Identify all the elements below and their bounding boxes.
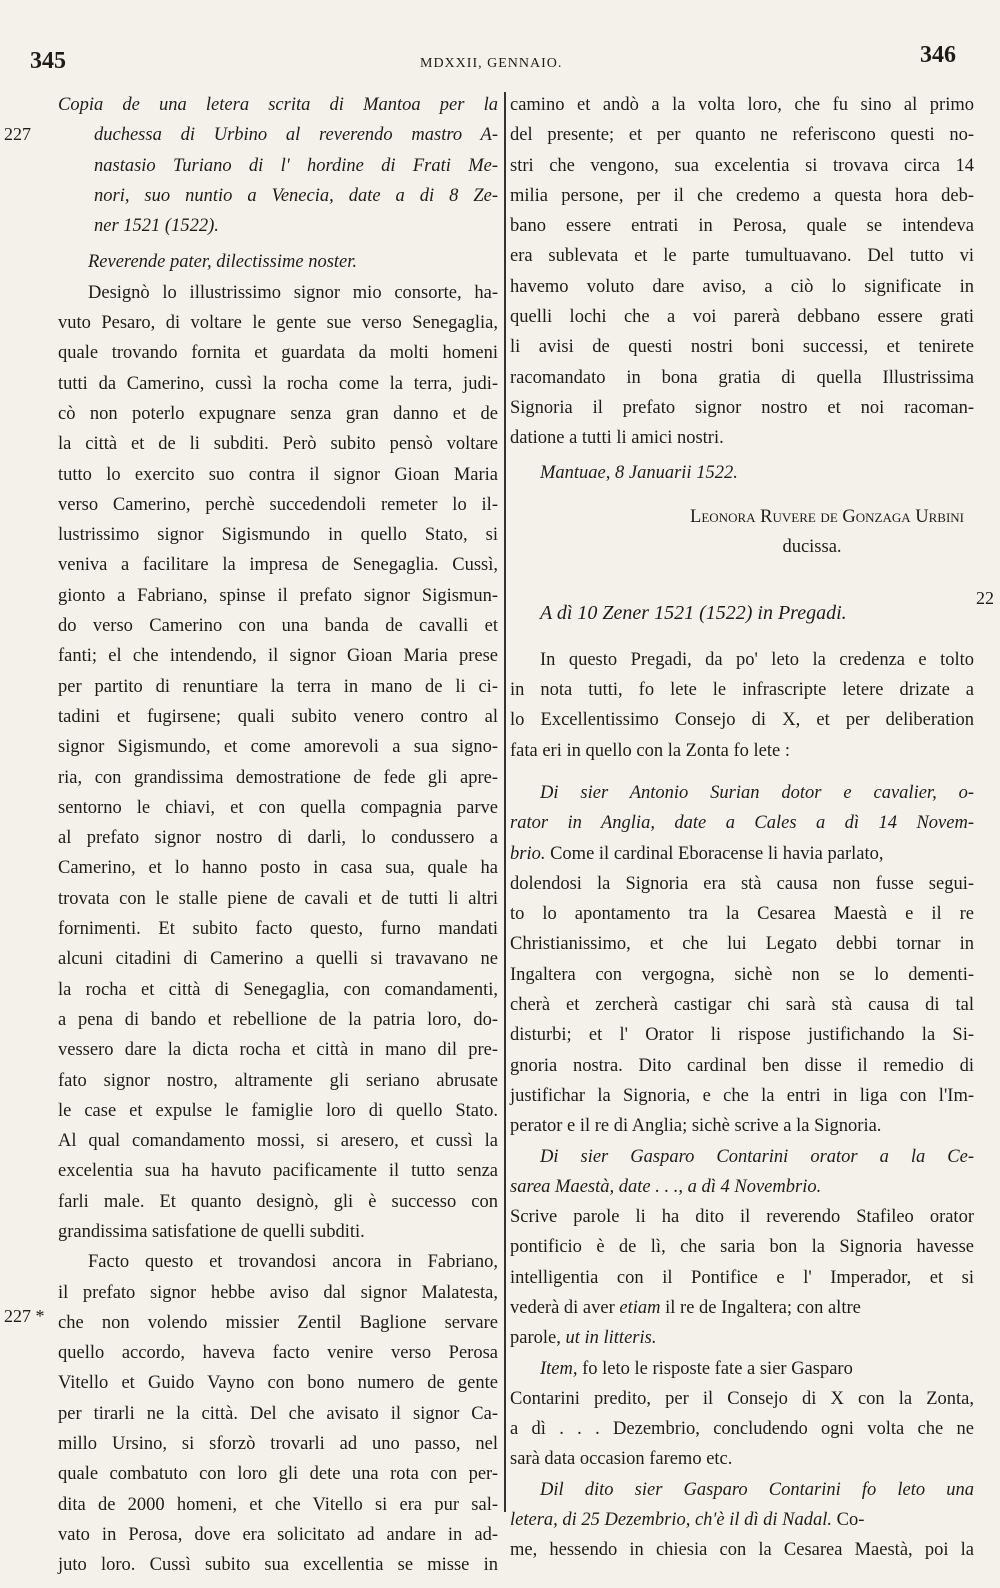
- text-line: tutti da Camerino, cussì la rocha come la terra, judi-: [58, 373, 498, 394]
- text-line: alcuni citadini di Camerino a quelli si travavano ne: [58, 949, 498, 970]
- margin-number-right: 22: [976, 588, 994, 608]
- text-line: Designò lo illustrissimo signor mio consorte, ha-: [88, 282, 498, 303]
- text-line: milia persone, per il che credemo a questa hora deb-: [510, 185, 974, 206]
- text-line: rator in Anglia, date a Cales a dì 14 Novem-: [510, 813, 974, 834]
- text-line: racomandato in bona gratia di quella Illustrissima: [510, 367, 974, 388]
- text-line: fornimenti. Et subito facto questo, furno mandati: [58, 919, 498, 940]
- text-line: justifichar la Signoria, e che la entri in liga con l'Im-: [510, 1085, 974, 1106]
- left-paragraph-1: [58, 278, 498, 1248]
- text-line: dita de 2000 homeni, et che Vitello si era pur sal-: [58, 1494, 498, 1515]
- text-line: disturbi; et l' Orator li rispose justifichando la Si-: [510, 1025, 974, 1046]
- text-line: quello accordo, haveva facto venire verso Perosa: [58, 1343, 498, 1364]
- text-run: Item,: [540, 1358, 578, 1379]
- text-run: parole,: [510, 1328, 566, 1349]
- text-line: gionto a Fabriano, spinse il prefato signor Sigismun-: [58, 585, 498, 606]
- salutation: Reverende pater, dilectissime noster.: [88, 252, 358, 273]
- text-line: Ingaltera con vergogna, sichè non se lo dementi-: [510, 964, 974, 985]
- page-header: [0, 0, 1000, 80]
- title-line: nori, suo nuntio a Venecia, date a di 8 Ze-: [94, 185, 498, 206]
- text-run: ut in litteris.: [565, 1328, 657, 1349]
- title-line: ner 1521 (1522).: [94, 216, 219, 237]
- text-line: [510, 1354, 974, 1384]
- text-line: farli male. Et quanto designò, gli è successo con: [58, 1191, 498, 1212]
- text-line: me, hessendo in chiesia con la Cesarea Maestà, poi la: [510, 1540, 974, 1561]
- text-line: pontificio è de lì, che saria bon la Signoria havesse: [510, 1237, 974, 1258]
- column-divider: [504, 92, 506, 1512]
- text-line: il prefato signor hebbe aviso dal signor Malatesta,: [58, 1282, 498, 1303]
- text-line: dolendosi la Signoria era stà causa non fusse segui-: [510, 873, 974, 894]
- text-line: ria, con grandissima demostratione de fede gli apre-: [58, 767, 498, 788]
- letter-date: Mantuae, 8 Januarii 1522.: [540, 462, 738, 483]
- text-line: vessero dare la dicta rocha et città in mano dil pre-: [58, 1040, 498, 1061]
- title-line: duchessa di Urbino al reverendo mastro A-: [94, 125, 498, 146]
- text-line: to lo apontamento tra la Cesarea Maestà e il re: [510, 904, 974, 925]
- text-line: grandissima satisfatione de quelli subditi.: [58, 1221, 365, 1242]
- text-line: vuto Pesaro, di voltare le gente sue verso Senegaglia,: [58, 313, 498, 334]
- text-line: la città et de li subditi. Però subito pensò voltare: [58, 434, 498, 455]
- text-line: era sublevata et le parte tumultuavano. Del tutto vi: [510, 246, 974, 267]
- right-paragraph-2: [510, 645, 974, 766]
- text-line: Camerino, et lo hanno posto in casa sua, quale ha: [58, 858, 498, 879]
- text-run: brio.: [510, 843, 546, 864]
- section-heading: A dì 10 Zener 1521 (1522) in Pregadi.: [540, 602, 847, 625]
- text-line: Di sier Antonio Surian dotor e cavalier, o-: [540, 782, 974, 803]
- text-line: excelentia sua ha havuto pacificamente il tutto senza: [58, 1161, 498, 1182]
- signature-title: ducissa.: [782, 537, 842, 558]
- text-line: Al qual comandamento mossi, si aresero, et cussì la: [58, 1131, 498, 1152]
- text-line: camino et andò a la volta loro, che fu sino al primo: [510, 95, 974, 115]
- text-run: etiam: [619, 1297, 661, 1318]
- text-line: tutto lo exercito suo contra il signor Gioan Maria: [58, 464, 498, 485]
- text-line: Dil dito sier Gasparo Contarini fo leto una: [540, 1479, 974, 1500]
- text-line: [510, 839, 974, 869]
- signature-name: Leonora Ruvere de Gonzaga Urbini: [690, 506, 964, 527]
- text-line: verso Camerino, perchè succedendoli remeter lo il-: [58, 494, 498, 515]
- left-column: [58, 90, 498, 1581]
- text-line: Vitello et Guido Vayno con bono numero de gente: [58, 1373, 498, 1394]
- text-line: cò non poterlo expugnare senza gran danno et de: [58, 403, 498, 424]
- margin-number-227: 227: [4, 124, 31, 144]
- text-line: signor Sigismundo, et come amorevoli a sua signo-: [58, 737, 498, 758]
- page-number-right: 346: [920, 42, 956, 68]
- text-line: do verso Camerino con una banda de cavalli et: [58, 616, 498, 637]
- running-head: MDXXII, GENNAIO.: [420, 56, 563, 71]
- text-run: Co-: [832, 1510, 865, 1531]
- text-line: Christianissimo, et che lui Legato debbi tornar in: [510, 934, 974, 955]
- margin-number-227-star: 227 *: [4, 1306, 45, 1326]
- right-paragraph-1: [510, 90, 974, 454]
- text-line: lustrissimo signor Sigismundo in quello Stato, si: [58, 525, 498, 546]
- text-line: le case et expulse le famiglie loro di quello Stato.: [58, 1100, 498, 1121]
- text-line: stri che vengono, sua excelentia si trovava circa 14: [510, 155, 974, 176]
- text-line: gnoria nostra. Dito cardinal ben disse il remedio di: [510, 1055, 974, 1076]
- text-line: [510, 1505, 974, 1535]
- text-line: in nota tutti, fo lete le infrascripte letere drizate a: [510, 680, 974, 701]
- text-line: fanti; el che intendendo, il signor Gioan Maria prese: [58, 646, 498, 667]
- left-paragraph-2: [58, 1247, 498, 1580]
- text-line: vato in Perosa, dove era solicitato ad andare in ad-: [58, 1524, 498, 1545]
- text-line: millo Ursino, si sforzò trovarli ad uno passo, nel: [58, 1434, 498, 1455]
- text-line: havemo voluto dare aviso, a ciò lo significate in: [510, 276, 974, 297]
- text-line: a dì . . . Dezembrio, concludendo ogni volta che ne: [510, 1419, 974, 1440]
- text-line: trovata con le stalle piene de cavali et de tutti li altri: [58, 888, 498, 909]
- title-line: nastasio Turiano di l' hordine di Frati Me-: [94, 155, 498, 176]
- text-line: fata eri in quello con la Zonta fo lete :: [510, 740, 790, 761]
- text-line: al prefato signor nostro di darli, lo condussero a: [58, 828, 498, 849]
- right-paragraph-4: [510, 1142, 974, 1354]
- right-paragraph-6: [510, 1475, 974, 1566]
- text-line: In questo Pregadi, da po' leto la credenza e tolto: [540, 649, 974, 670]
- text-line: Di sier Gasparo Contarini orator a la Ce-: [540, 1146, 974, 1167]
- text-line: che non volendo missier Zentil Baglione servare: [58, 1312, 498, 1333]
- text-line: quelli lochi che a voi parerà debbano essere grati: [510, 307, 974, 328]
- text-run: letera, di 25 Dezembrio, ch'è il dì di Nadal.: [510, 1510, 833, 1531]
- text-line: Facto questo et trovandosi ancora in Fabriano,: [88, 1252, 498, 1273]
- text-line: tadini et fugirsene; quali subito venero contro al: [58, 706, 498, 727]
- text-line: perator e il re di Anglia; sichè scrive a la Signoria.: [510, 1116, 882, 1137]
- text-line: a pena di bando et rebellione de la patria loro, do-: [58, 1009, 498, 1030]
- text-line: fato signor nostro, altramente gli seriano abrusate: [58, 1070, 498, 1091]
- right-paragraph-3: [510, 778, 974, 1142]
- text-run: vederà di aver: [510, 1297, 620, 1318]
- text-line: veniva a facilitare la impresa de Senegaglia. Cussì,: [58, 555, 498, 576]
- text-line: datione a tutti li amici nostri.: [510, 428, 724, 449]
- text-run: il re de Ingaltera; con altre: [660, 1297, 861, 1318]
- text-line: del presente; et per quanto ne referiscono questi no-: [510, 125, 974, 146]
- text-line: la rocha et città di Senegaglia, con comandamenti,: [58, 979, 498, 1000]
- letter-title: [58, 90, 498, 241]
- text-line: sarea Maestà, date . . ., a dì 4 Novembrio.: [510, 1176, 822, 1197]
- text-line: li avisi de questi nostri boni successi, et tenirete: [510, 337, 974, 358]
- text-line: sarà data occasion faremo etc.: [510, 1449, 733, 1470]
- text-line: Contarini predito, per il Consejo di X con la Zonta,: [510, 1388, 974, 1409]
- text-line: per tirarli ne la città. Del che avisato il signor Ca-: [58, 1403, 498, 1424]
- text-line: juto loro. Cussì subito sua excellentia se misse in: [58, 1555, 498, 1576]
- text-line: lo Excellentissimo Consejo di X, et per deliberation: [510, 710, 974, 731]
- text-line: quale trovando fornita et guardata da molti homeni: [58, 343, 498, 364]
- page-number-left: 345: [30, 48, 66, 74]
- text-line: sentorno le chiavi, et con quella compagnia parve: [58, 797, 498, 818]
- text-line: Signoria il prefato signor nostro et noi racoman-: [510, 397, 974, 418]
- text-line: quale combatuto con loro gli dete una rota con per-: [58, 1464, 498, 1485]
- text-line: intelligentia con il Pontifice e l' Imperador, et si: [510, 1267, 974, 1288]
- text-run: fo leto le risposte fate a sier Gasparo: [577, 1358, 853, 1379]
- text-line: [510, 1323, 974, 1353]
- title-line: Copia de una letera scrita di Mantoa per la: [58, 95, 498, 115]
- text-run: Come il cardinal Eboracense li havia parlato,: [545, 843, 884, 864]
- text-line: bano essere entrati in Perosa, quale se intendeva: [510, 216, 974, 237]
- right-paragraph-5: [510, 1354, 974, 1475]
- text-line: per partito di renuntiare la terra in mano de li ci-: [58, 676, 498, 697]
- text-line: cherà et zercherà castigar chi sarà stà causa di tal: [510, 995, 974, 1016]
- text-line: Scrive parole li ha dito il reverendo Stafileo orator: [510, 1207, 974, 1228]
- text-line: [510, 1293, 974, 1323]
- right-column: [510, 90, 974, 1566]
